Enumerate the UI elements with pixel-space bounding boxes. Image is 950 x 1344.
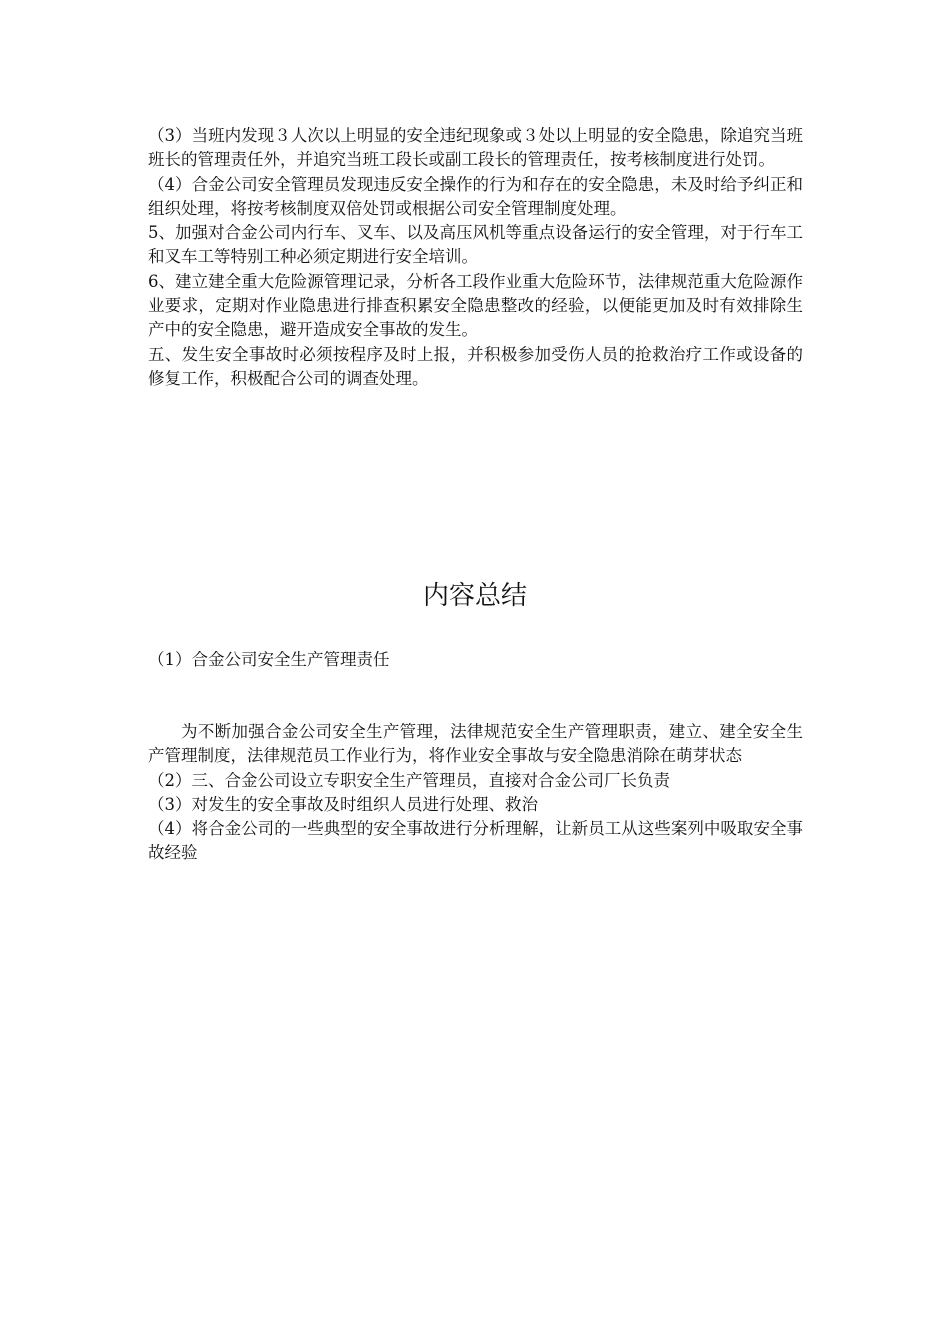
upper-text-block bbox=[148, 124, 803, 391]
summary-text-block bbox=[148, 720, 803, 866]
paragraph-point-6: 6、建立建全重大危险源管理记录，分析各工段作业重大危险环节，法律规范重大危险源作业要求，定期对作业隐患进行排查积累安全隐患整改的经验，以便能更加及时有效排除生产中的安全隐患，避开造成安全事故的发生。 bbox=[148, 271, 803, 340]
summary-paragraph-4: （4）将合金公司的一些典型的安全事故进行分析理解，让新员工从这些案列中吸取安全事故经验 bbox=[148, 819, 803, 863]
paragraph-point-5: 5、加强对合金公司内行车、叉车、以及高压风机等重点设备运行的安全管理，对于行车工和叉车工等特别工种必须定期进行安全培训。 bbox=[148, 223, 803, 267]
summary-title: 内容总结 bbox=[422, 581, 527, 611]
paragraph-section-5: 五、发生安全事故时必须按程序及时上报，并积极参加受伤人员的抢救治疗工作或设备的修复工作，积极配合公司的调查处理。 bbox=[148, 344, 803, 388]
summary-paragraph-2: （2）三、合金公司设立专职安全生产管理员，直接对合金公司厂长负责 bbox=[148, 770, 670, 790]
paragraph-item-4: （4）合金公司安全管理员发现违反安全操作的行为和存在的安全隐患，未及时给予纠正和组织处理，将按考核制度双倍处罚或根据公司安全管理制度处理。 bbox=[148, 174, 803, 218]
paragraph-item-3: （3）当班内发现３人次以上明显的安全违纪现象或３处以上明显的安全隐患，除追究当班班长的管理责任外，并追究当班工段长或副工段长的管理责任，按考核制度进行处罚。 bbox=[148, 126, 803, 170]
summary-paragraph-3: （3）对发生的安全事故及时组织人员进行处理、救治 bbox=[148, 794, 538, 814]
summary-paragraph-intro: 为不断加强合金公司安全生产管理，法律规范安全生产管理职责，建立、建全安全生产管理制度，法律规范员工作业行为，将作业安全事故与安全隐患消除在萌芽状态 bbox=[148, 722, 803, 766]
summary-subtitle: （1）合金公司安全生产管理责任 bbox=[148, 650, 390, 669]
